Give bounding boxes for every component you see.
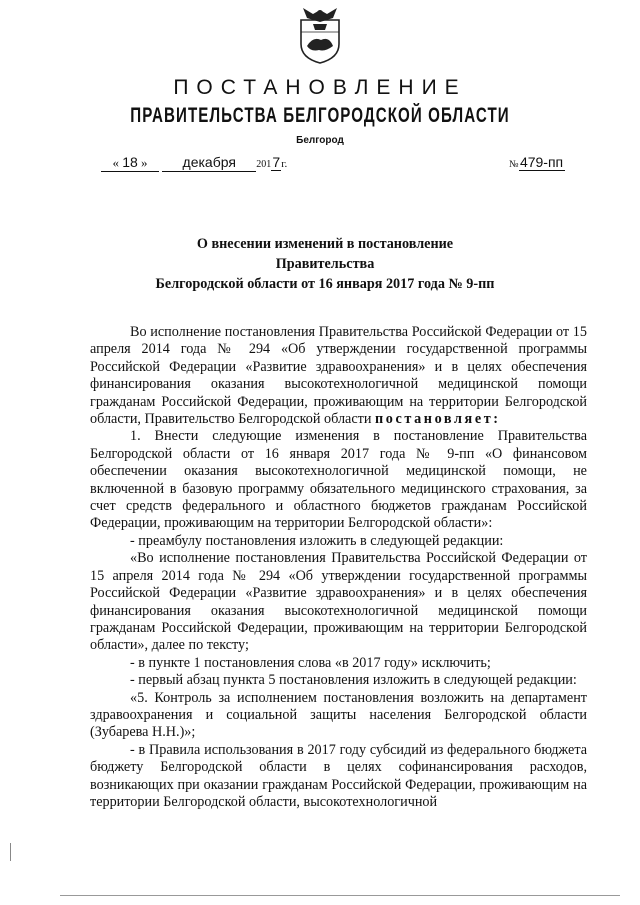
document-type-heading: ПОСТАНОВЛЕНИЕ (173, 76, 467, 99)
document-title-line1: О внесении изменений в постановление Правительства (196, 236, 454, 272)
document-body (90, 324, 587, 811)
body-paragraph: - в Правила использования в 2017 году субсидий из федерального бюджета бюджету Белгородской области в целях софинансирования расходов, возникающих при оказании гражданам Российской Федерации, проживающим на территории Белгородской области, высокотехнологичной (90, 741, 587, 810)
body-paragraph: 1. Внести следующие изменения в постановление Правительства Белгородской области от 16 января 2017 года № 9-пп «О финансовом обеспечении оказания высокотехнологичной медицинской помощи, не включенной в базовую программу обязательного медицинского страхования, за счет средств федерального и областного бюджетов гражданам Российской Федерации, проживающим на территории Белгородской области»: (90, 428, 587, 532)
city-label: Белгород (296, 135, 344, 146)
document-number: №479-пп (509, 154, 564, 170)
body-paragraph: «Во исполнение постановления Правительства Российской Федерации от 15 апреля 2014 года № 294 «Об утверждении государственной программы Российской Федерации «Развитие здравоохранения» и в целях обеспечения финансирования оказания высокотехнологичной медицинской помощи гражданам Российской Федерации, проживающим на территории Белгородской области», далее по тексту; (90, 550, 587, 654)
body-paragraph: «5. Контроль за исполнением постановления возложить на департамент здравоохранения и социальной защиты населения Белгородской области (Зубарева Н.Н.)»; (90, 689, 587, 741)
date-month: декабря (162, 154, 256, 172)
body-paragraph: - первый абзац пункта 5 постановления изложить в следующей редакции: (130, 672, 577, 689)
body-paragraph: - в пункте 1 постановления слова «в 2017 году» исключить; (130, 654, 491, 671)
body-paragraph: - преамбулу постановления изложить в следующей редакции: (130, 532, 504, 549)
date-day: « 18 » (101, 154, 159, 172)
resolves-keyword: постановляет: (375, 411, 501, 428)
document-title (150, 234, 500, 294)
coat-of-arms-icon (295, 2, 345, 64)
document-title-line2: Белгородской области от 16 января 2017 года № 9-пп (155, 276, 495, 292)
scan-artifact (10, 843, 11, 861)
page-edge-line (60, 895, 620, 896)
body-paragraph: Во исполнение постановления Правительства Российской Федерации от 15 апреля 2014 года № 294 «Об утверждении государственной программы Российской Федерации «Развитие здравоохранения» и в целях обеспечения финансирования оказания высокотехнологичной медицинской помощи гражданам Российской Федерации, проживающим на территории Белгородской области, Правительство Белгородской области постановляет: (90, 324, 587, 428)
issuing-authority-heading: ПРАВИТЕЛЬСТВА БЕЛГОРОДСКОЙ ОБЛАСТИ (130, 104, 510, 127)
date-field: « 18 » декабря 2017г. (101, 154, 287, 172)
